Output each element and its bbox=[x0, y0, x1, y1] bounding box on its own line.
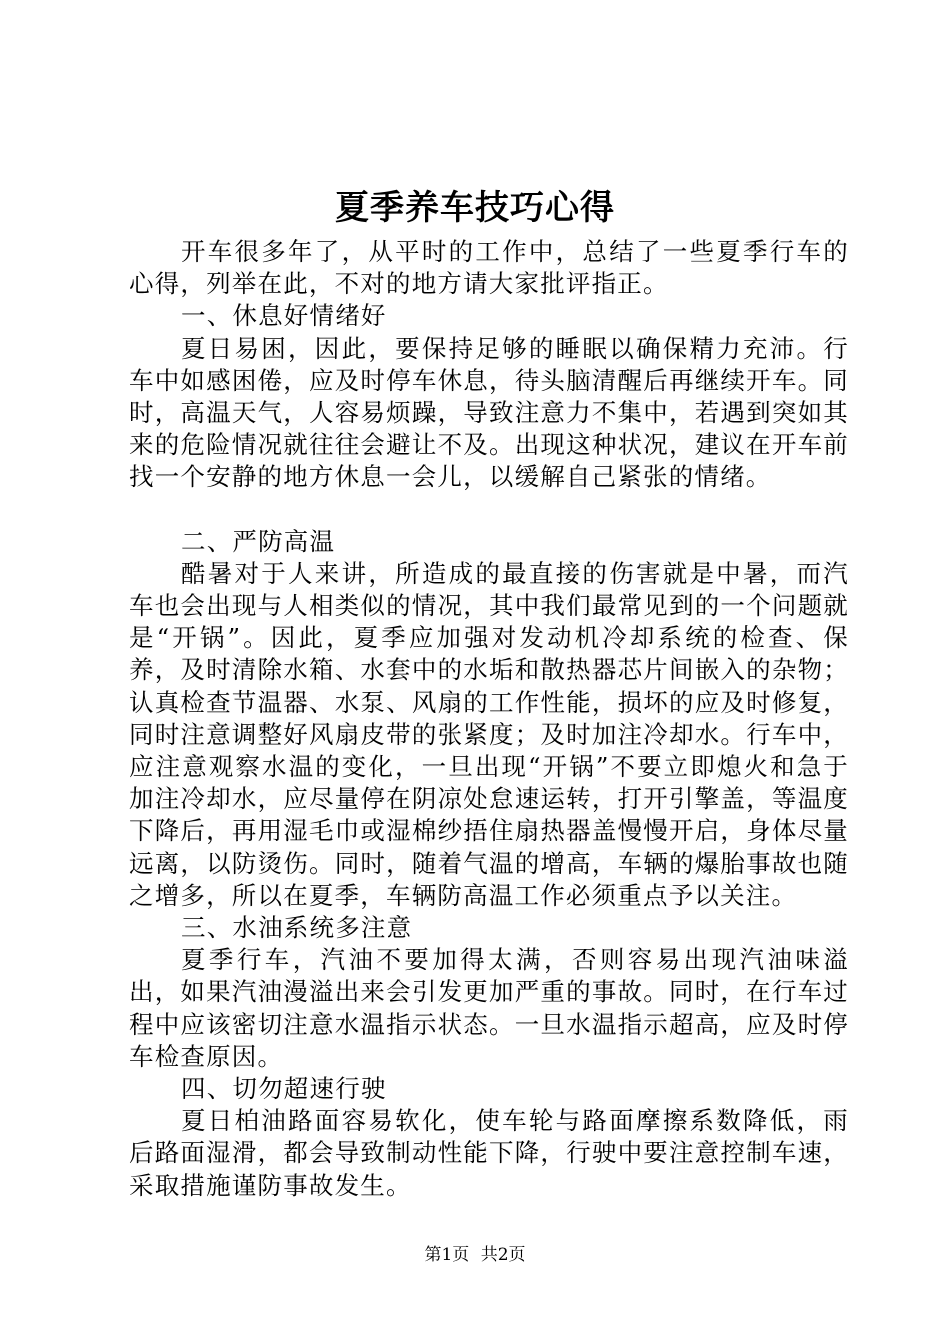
page-footer bbox=[0, 1244, 950, 1266]
blank-line bbox=[129, 494, 849, 526]
section-paragraph-fluids: 夏季行车，汽油不要加得太满，否则容易出现汽油味溢出，如果汽油漫溢出来会引发更加严重的事故。同时，在行车过程中应该密切注意水温指示状态。一旦水温指示超高，应及时停车检查原因。 bbox=[129, 945, 849, 1071]
page-total: 共2页 bbox=[480, 1245, 526, 1265]
document-body bbox=[129, 236, 849, 1202]
page-number: 第1页 bbox=[424, 1245, 470, 1265]
section-heading-rest: 一、休息好情绪好 bbox=[181, 301, 387, 331]
section-heading-speed: 四、切勿超速行驶 bbox=[181, 1074, 387, 1104]
document-title: 夏季养车技巧心得 bbox=[335, 188, 615, 228]
section-heading-heat: 二、严防高温 bbox=[181, 526, 336, 556]
section-paragraph-rest: 夏日易困，因此，要保持足够的睡眠以确保精力充沛。行车中如感困倦，应及时停车休息，待头脑清醒后再继续开车。同时，高温天气，人容易烦躁，导致注意力不集中，若遇到突如其来的危险情况就往往会避让不及。出现这种状况，建议在开车前找一个安静的地方休息一会儿，以缓解自己紧张的情绪。 bbox=[129, 333, 849, 492]
section-paragraph-speed: 夏日柏油路面容易软化，使车轮与路面摩擦系数降低，雨后路面湿滑，都会导致制动性能下降，行驶中要注意控制车速，采取措施谨防事故发生。 bbox=[129, 1106, 849, 1200]
intro-paragraph: 开车很多年了，从平时的工作中，总结了一些夏季行车的心得，列举在此，不对的地方请大家批评指正。 bbox=[129, 237, 849, 299]
section-paragraph-heat: 酷暑对于人来讲，所造成的最直接的伤害就是中暑，而汽车也会出现与人相类似的情况，其中我们最常见到的一个问题就是“开锅”。因此，夏季应加强对发动机冷却系统的检查、保养，及时清除水箱、水套中的水垢和散热器芯片间嵌入的杂物；认真检查节温器、水泵、风扇的工作性能，损坏的应及时修复，同时注意调整好风扇皮带的张紧度；及时加注冷却水。行车中，应注意观察水温的变化，一旦出现“开锅”不要立即熄火和急于加注冷却水，应尽量停在阴凉处怠速运转，打开引擎盖，等温度下降后，再用湿毛巾或湿棉纱捂住扇热器盖慢慢开启，身体尽量远离，以防烫伤。同时，随着气温的增高，车辆的爆胎事故也随之增多，所以在夏季，车辆防高温工作必须重点予以关注。 bbox=[129, 558, 849, 910]
section-heading-fluids: 三、水油系统多注意 bbox=[181, 913, 413, 943]
